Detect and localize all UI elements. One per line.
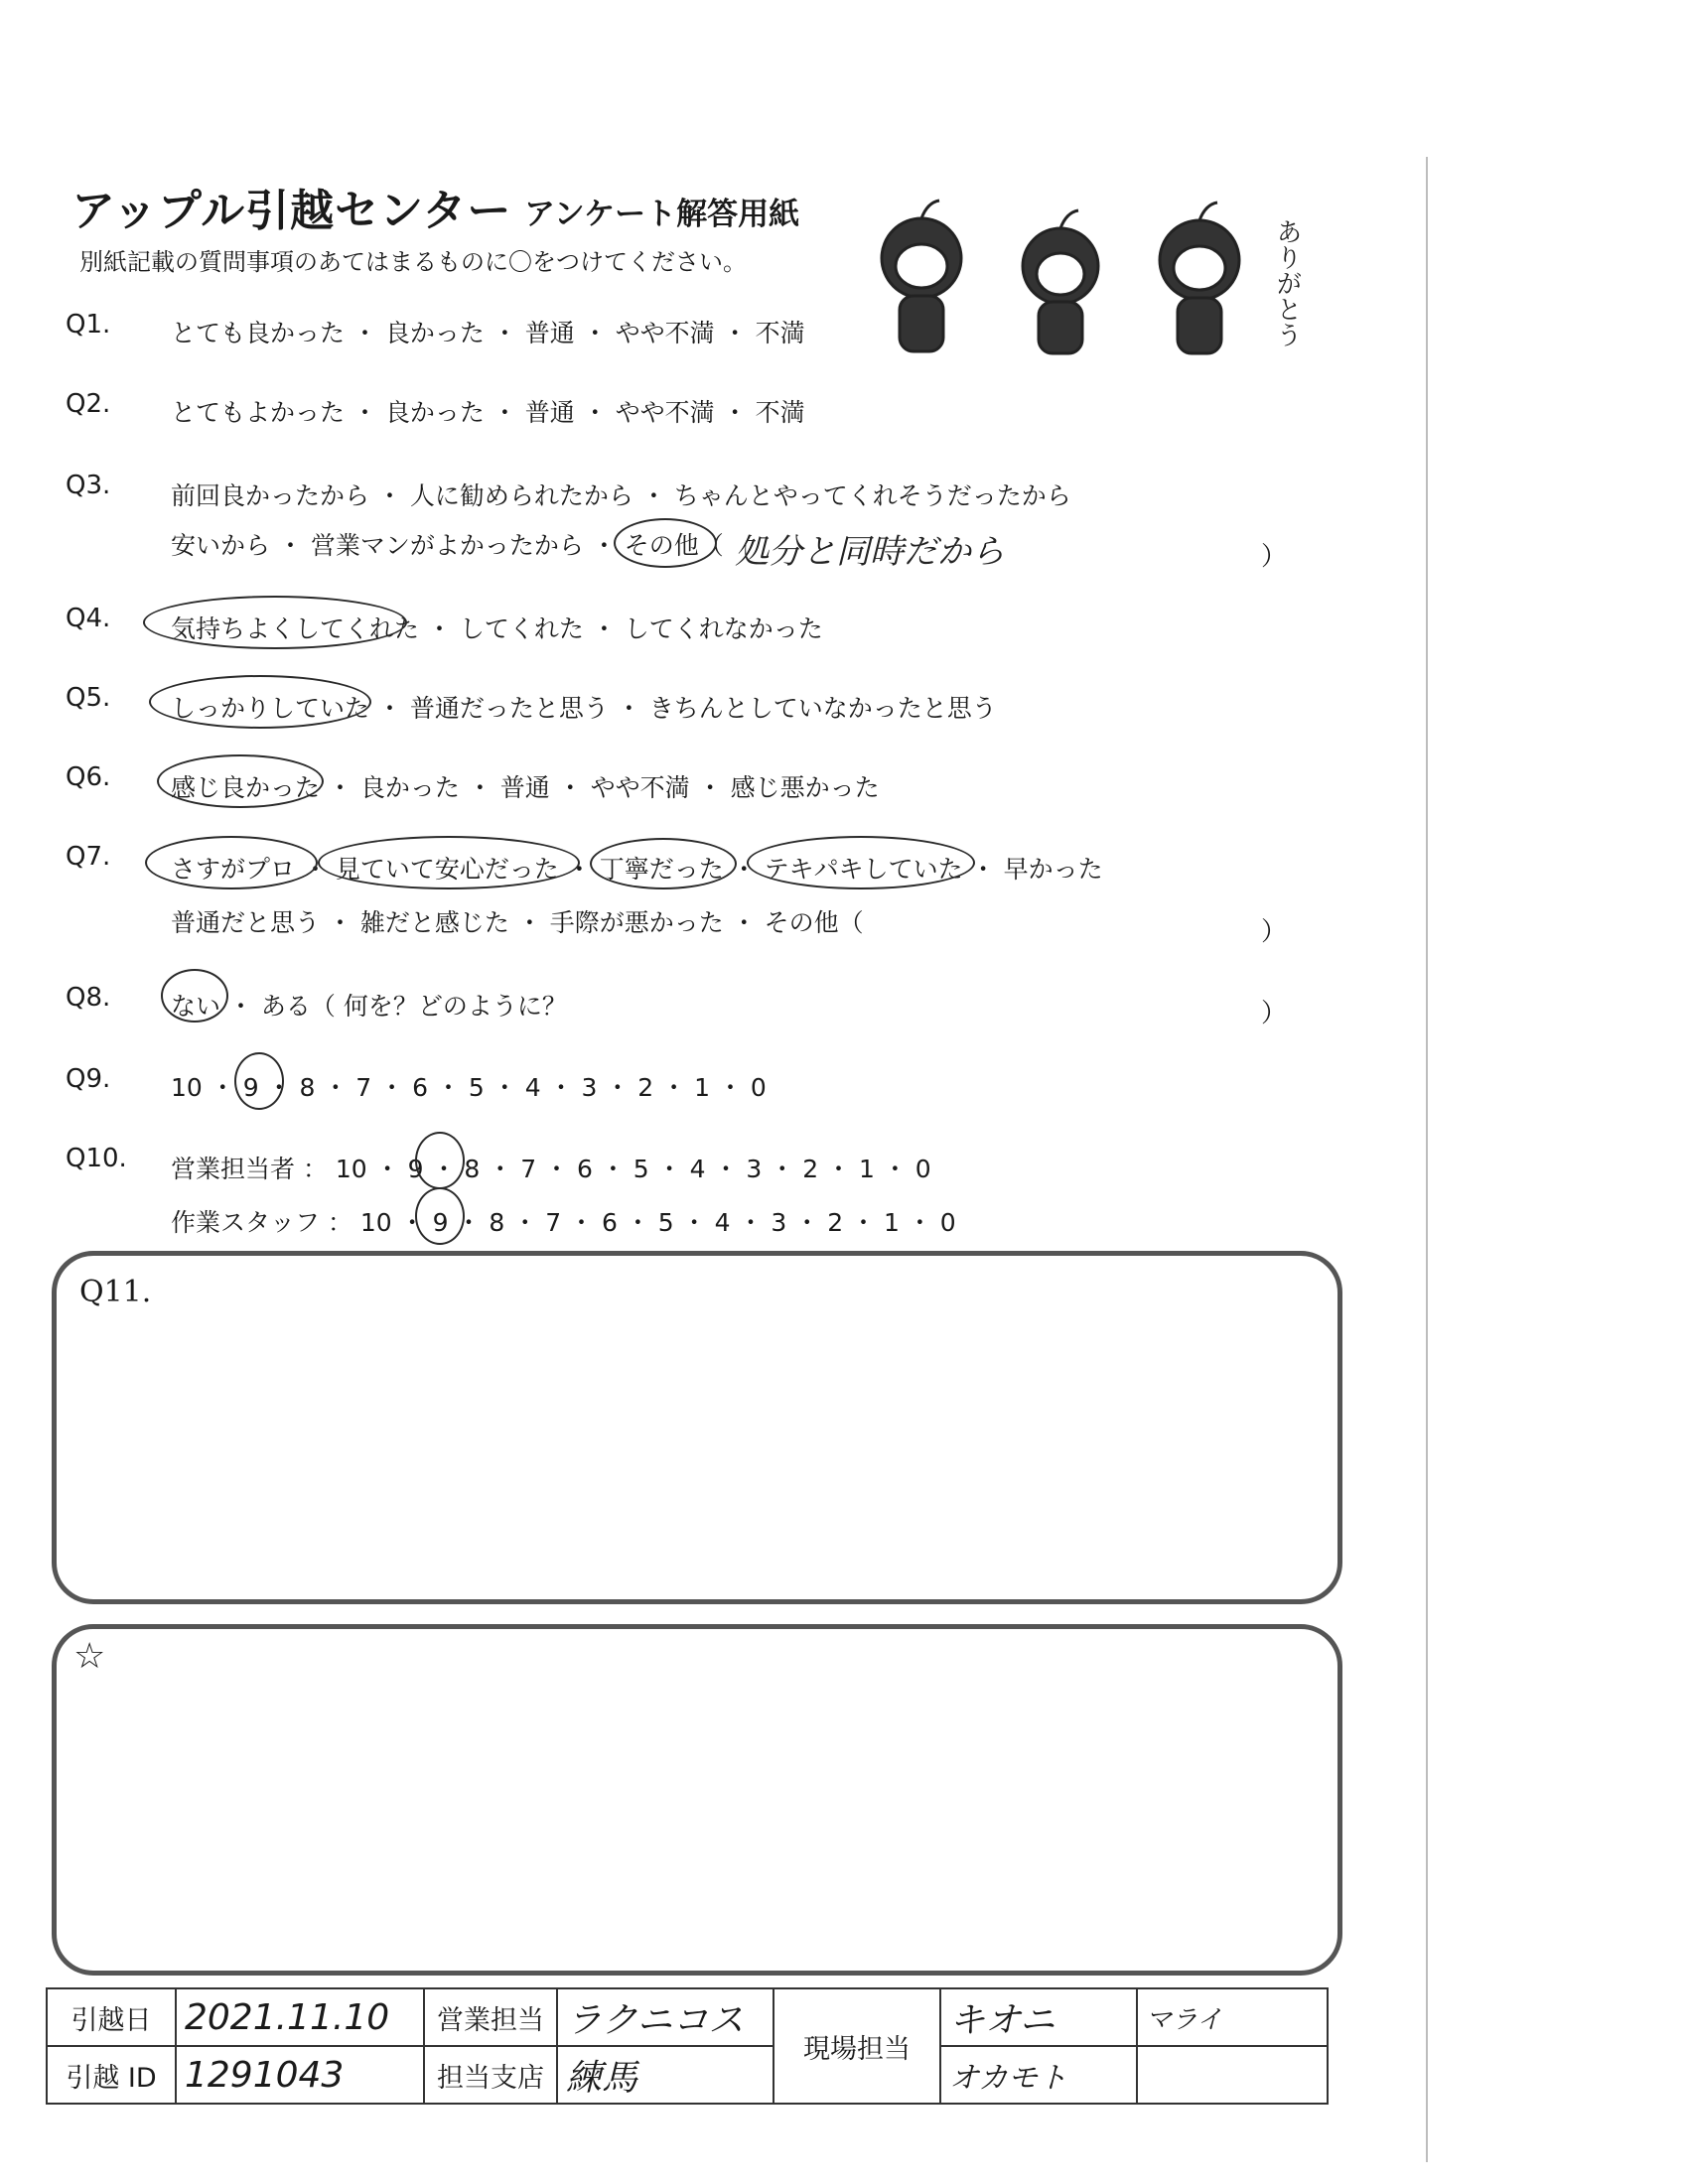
q8-close-paren: ） [1261, 999, 1288, 1028]
q1-options: とても良かった ・ 良かった ・ 普通 ・ やや不満 ・ 不満 [171, 319, 805, 347]
star-icon: ☆ [73, 1636, 106, 1677]
q4-answer-circle [143, 596, 407, 649]
q4-label: Q4. [66, 604, 111, 633]
sales-rep-label: 営業担当 [424, 1988, 557, 2046]
q8-answer-circle [161, 969, 228, 1023]
q7-options-line2: 普通だと思う ・ 雑だと感じた ・ 手際が悪かった ・ その他（ [171, 908, 864, 937]
moving-id-label: 引越 ID [47, 2046, 176, 2104]
q3-close-paren: ） [1261, 542, 1288, 572]
q10-sales-answer-circle [415, 1132, 465, 1189]
q7-answer-circle-4 [747, 836, 975, 889]
moving-date-value: 2021.11.10 [176, 1988, 424, 2046]
moving-date-label: 引越日 [47, 1988, 176, 2046]
sales-rep-value: ラクニコス [557, 1988, 774, 2046]
q4-options: 気持ちよくしてくれた ・ してくれた ・ してくれなかった [171, 614, 823, 643]
q9-answer-circle [234, 1052, 284, 1110]
instruction-text: 別紙記載の質問事項のあてはまるものに〇をつけてください。 [79, 248, 747, 276]
q3-answer-circle [614, 518, 717, 568]
q3-options-line1: 前回良かったから ・ 人に勧められたから ・ ちゃんとやってくれそうだったから [171, 481, 1071, 510]
q8-options: ない ・ ある（ 何を？どのように？ [171, 992, 567, 1021]
site-staff-value-1: キオニ [940, 1988, 1137, 2046]
q3-label: Q3. [66, 471, 111, 500]
q5-answer-circle [149, 675, 371, 729]
page-edge-line [1426, 157, 1428, 2162]
info-table [46, 1987, 1329, 2105]
q11-comment-box[interactable] [52, 1251, 1342, 1604]
q6-label: Q6. [66, 762, 111, 792]
q2-label: Q2. [66, 389, 111, 419]
q10-label: Q10. [66, 1144, 127, 1173]
q11-label: Q11. [79, 1275, 152, 1309]
q9-options: 10 ・ 9 ・ 8 ・ 7 ・ 6 ・ 5 ・ 4 ・ 3 ・ 2 ・ 1 ・ 0 [171, 1073, 767, 1102]
q7-answer-circle-2 [318, 836, 580, 889]
q7-answer-circle-3 [590, 838, 737, 889]
q7-label: Q7. [66, 842, 111, 872]
q10-sales-options: 営業担当者 ： 10 ・ 9 ・ 8 ・ 7 ・ 6 ・ 5 ・ 4 ・ 3 ・ 2 ・ 1 ・ 0 [171, 1155, 931, 1183]
q6-options: 感じ良かった ・ 良かった ・ 普通 ・ やや不満 ・ 感じ悪かった [171, 773, 880, 802]
q5-label: Q5. [66, 683, 111, 713]
site-staff-label: 現場担当 [774, 1988, 940, 2104]
form-subtitle: アンケート解答用紙 [524, 197, 800, 232]
q6-answer-circle [157, 754, 324, 808]
branch-value: 練馬 [557, 2046, 774, 2104]
q8-label: Q8. [66, 983, 111, 1013]
q3-options-line2: 安いから ・ 営業マンがよかったから ・ その他（ [171, 531, 724, 560]
q10-staff-answer-circle [415, 1187, 465, 1245]
branch-label: 担当支店 [424, 2046, 557, 2104]
q5-options: しっかりしていた ・ 普通だったと思う ・ きちんとしていなかったと思う [171, 694, 997, 723]
monkey-mascots-illustration [862, 179, 1319, 373]
site-staff-value-3: オカモト [940, 2046, 1137, 2104]
q7-close-paren: ） [1261, 917, 1288, 947]
q7-answer-circle-1 [145, 836, 318, 889]
moving-id-value: 1291043 [176, 2046, 424, 2104]
site-staff-value-2: マライ [1137, 1988, 1328, 2046]
q10-staff-options: 作業スタッフ ： 10 ・ 9 ・ 8 ・ 7 ・ 6 ・ 5 ・ 4 ・ 3 ・ 2 ・ 1 ・ 0 [171, 1208, 956, 1237]
q1-label: Q1. [66, 310, 111, 340]
q7-options-line1: さすがプロ ・ 見ていて安心だった ・ 丁寧だった ・ テキパキしていた ・ 早かった [171, 855, 1103, 884]
company-title: アップル引越センター [71, 186, 512, 236]
q3-handwritten-answer: 処分と同時だから [735, 532, 1005, 572]
star-comment-box[interactable] [52, 1624, 1342, 1976]
q9-label: Q9. [66, 1064, 111, 1094]
mascot-caption: ありがとう [1272, 218, 1302, 347]
site-staff-value-4 [1137, 2046, 1328, 2104]
q2-options: とてもよかった ・ 良かった ・ 普通 ・ やや不満 ・ 不満 [171, 398, 805, 427]
